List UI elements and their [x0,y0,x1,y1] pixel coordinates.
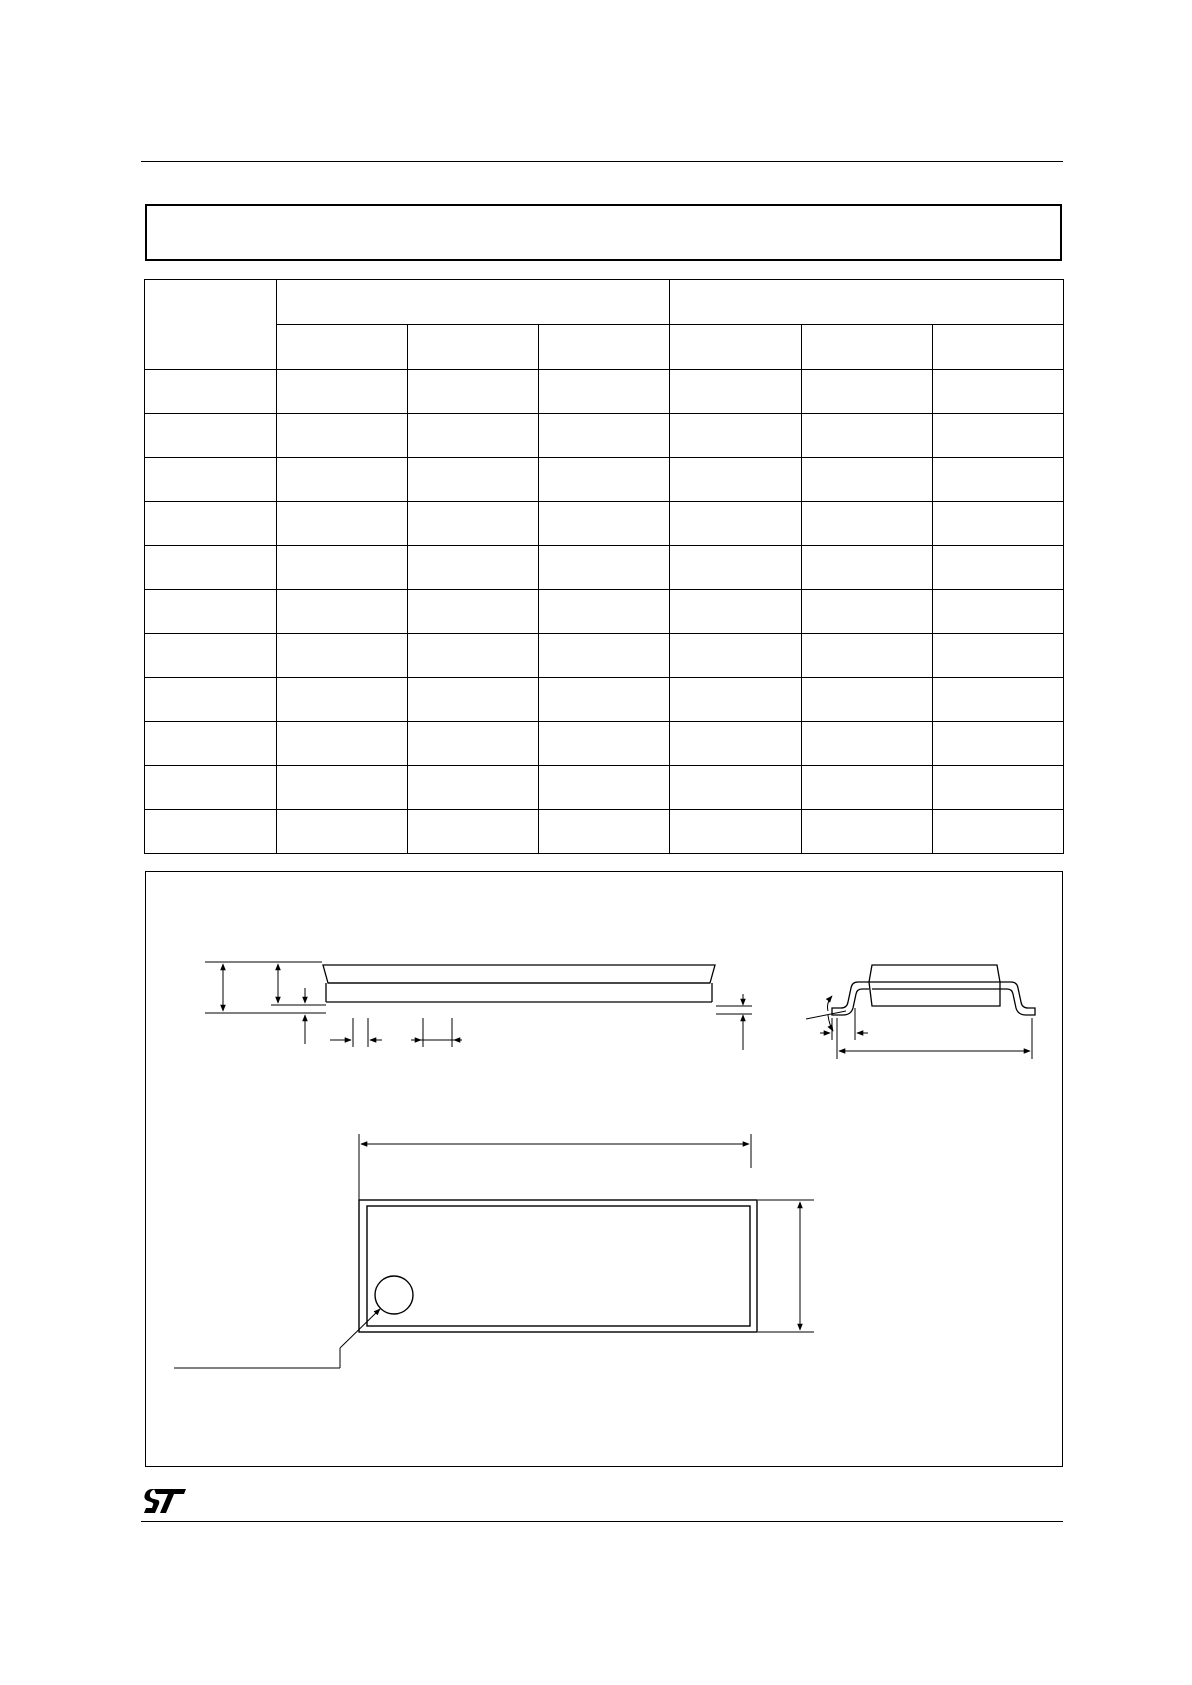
pin1-leader [174,1309,380,1368]
side-view [323,965,715,1002]
dim-c [716,994,752,1050]
dim-e [411,1018,462,1047]
dim-E1 [758,1200,814,1332]
st-logo-icon [142,1487,188,1515]
dim-K [806,996,846,1031]
dim-b [330,1018,382,1047]
footer-rule [141,1521,1063,1522]
dim-A [205,962,326,1044]
top-view-body [359,1200,757,1332]
end-view [832,965,1035,1015]
dim-D [359,1134,751,1200]
dim-L [820,1008,868,1040]
dim-E [837,1018,1032,1059]
